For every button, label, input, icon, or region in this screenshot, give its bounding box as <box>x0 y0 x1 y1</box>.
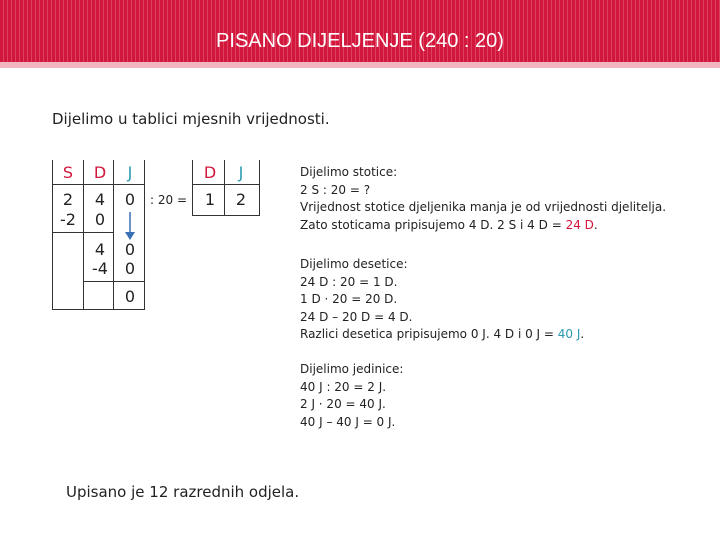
subtraction-line-2 <box>83 281 144 282</box>
hundreds-line-1: 2 S : 20 = ? <box>300 182 371 197</box>
dividend-units: 0 <box>124 190 136 209</box>
subtract-tens: -4 <box>92 259 108 278</box>
subtraction-line-1 <box>52 232 113 233</box>
footer-text: Upisano je 12 razrednih odjela. <box>66 483 300 501</box>
quotient-header-j: J <box>238 163 244 182</box>
dividend-tens: 4 <box>94 190 106 209</box>
tens-line-4-text: Razlici desetica pripisujemo 0 J. 4 D i 0 J = <box>300 327 558 341</box>
table-left-border <box>52 160 53 310</box>
hundreds-result-highlight: 24 D <box>565 217 594 232</box>
quotient-units: 2 <box>235 190 247 209</box>
header-d: D <box>93 163 107 182</box>
table-header-line <box>52 184 145 185</box>
intro-text: Dijelimo u tablici mjesnih vrijednosti. <box>52 110 330 128</box>
tens-line-1: 24 D : 20 = 1 D. <box>300 274 398 289</box>
subtract-hundreds: -2 <box>60 210 76 229</box>
carried-tens: 4 <box>94 240 106 259</box>
tens-line-4-end: . <box>580 327 585 341</box>
hundreds-line-3 <box>300 217 666 235</box>
units-title: Dijelimo jedinice: <box>300 362 404 376</box>
table-bottom-line <box>52 309 145 310</box>
page-title: PISANO DIJELJENJE (240 : 20) <box>216 30 504 52</box>
bring-down-arrow-icon <box>122 210 138 242</box>
tens-line-2: 1 D · 20 = 20 D. <box>300 292 398 306</box>
table-right-border <box>144 160 145 310</box>
final-remainder: 0 <box>124 287 136 306</box>
units-line-3: 40 J – 40 J = 0 J. <box>300 414 396 429</box>
table-col-line-2 <box>113 160 114 310</box>
hundreds-line-3-end: . <box>593 217 598 232</box>
quotient-col-line <box>224 160 225 216</box>
remainder-units: 0 <box>124 259 136 278</box>
quotient-right-border <box>259 160 260 216</box>
quotient-bottom-line <box>192 215 260 216</box>
hundreds-explanation <box>300 164 666 234</box>
tens-line-3: 24 D – 20 D = 4 D. <box>300 309 413 324</box>
carried-units: 0 <box>124 240 136 259</box>
quotient-header-d: D <box>203 163 217 182</box>
units-line-1: 40 J : 20 = 2 J. <box>300 379 387 394</box>
table-col-line-1 <box>83 160 84 310</box>
hundreds-title: Dijelimo stotice: <box>300 165 398 179</box>
units-explanation <box>300 361 403 431</box>
hundreds-line-3-text: Zato stoticama pripisujemo 4 D. 2 S i 4 D = <box>300 217 566 232</box>
tens-title: Dijelimo desetice: <box>300 257 408 271</box>
title-banner-strip <box>0 62 720 68</box>
header-j: J <box>127 163 133 182</box>
tens-result-highlight: 40 J <box>557 327 581 341</box>
divide-label: : 20 = <box>150 193 187 207</box>
tens-explanation <box>300 256 584 344</box>
dividend-hundreds: 2 <box>62 190 74 209</box>
quotient-header-line <box>192 184 260 185</box>
quotient-left-border <box>192 160 193 216</box>
remainder-tens: 0 <box>94 210 106 229</box>
header-s: S <box>62 163 74 182</box>
quotient-tens: 1 <box>204 190 216 209</box>
tens-line-4 <box>300 326 584 344</box>
hundreds-line-2: Vrijednost stotice djeljenika manja je od vrijednosti djelitelja. <box>300 200 667 214</box>
units-line-2: 2 J · 20 = 40 J. <box>300 397 386 411</box>
